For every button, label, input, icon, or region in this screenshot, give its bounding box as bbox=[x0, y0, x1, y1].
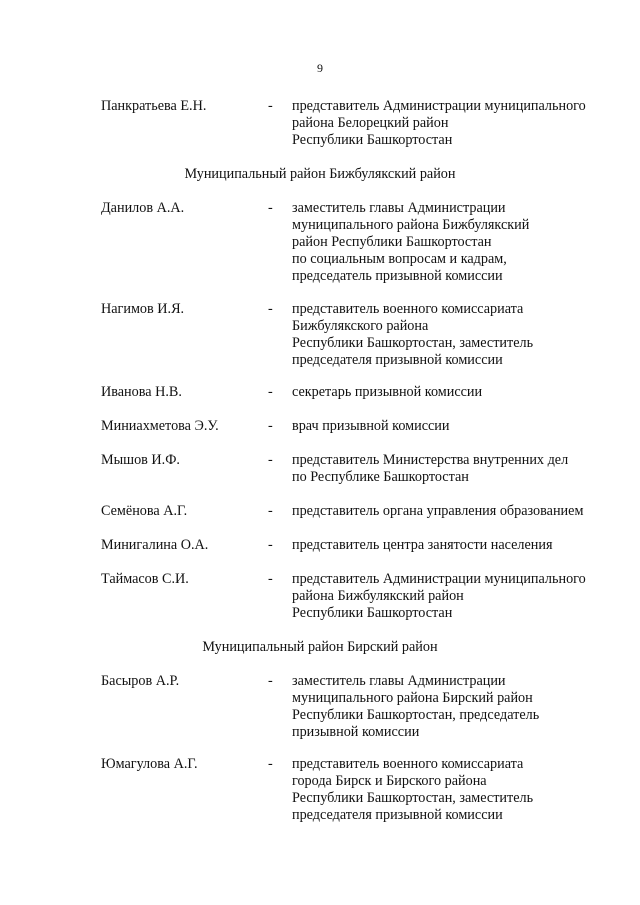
role-line: представитель органа управления образованием bbox=[292, 503, 584, 519]
dash-separator: - bbox=[268, 503, 273, 519]
role-line: района Бижбулякский район bbox=[292, 588, 464, 604]
role-line: представитель Министерства внутренних дел bbox=[292, 452, 569, 468]
dash-separator: - bbox=[268, 756, 273, 772]
role-line: председатель призывной комиссии bbox=[292, 268, 503, 284]
role-line: Республики Башкортостан bbox=[292, 605, 453, 621]
role-line: заместитель главы Администрации bbox=[292, 200, 506, 216]
member-role bbox=[292, 537, 553, 554]
section-heading: Муниципальный район Бирский район bbox=[202, 639, 438, 655]
role-line: Республики Башкортостан, заместитель bbox=[292, 790, 534, 806]
role-line: призывной комиссии bbox=[292, 724, 420, 740]
role-line: секретарь призывной комиссии bbox=[292, 384, 483, 400]
member-role bbox=[292, 384, 482, 401]
member-name: Таймасов С.И. bbox=[101, 571, 189, 587]
role-line: по социальным вопросам и кадрам, bbox=[292, 251, 507, 267]
role-line: район Республики Башкортостан bbox=[292, 234, 492, 250]
section-heading: Муниципальный район Бижбулякский район bbox=[184, 166, 456, 182]
member-name: Данилов А.А. bbox=[101, 200, 185, 216]
member-name: Мышов И.Ф. bbox=[101, 452, 180, 468]
member-role bbox=[292, 571, 586, 622]
dash-separator: - bbox=[268, 301, 273, 317]
member-role bbox=[292, 98, 586, 149]
member-name: Минигалина О.А. bbox=[101, 537, 209, 553]
role-line: Республики Башкортостан bbox=[292, 132, 453, 148]
role-line: Республики Башкортостан, заместитель bbox=[292, 335, 534, 351]
role-line: представитель Администрации муниципального bbox=[292, 571, 586, 587]
member-role bbox=[292, 418, 450, 435]
member-role bbox=[292, 756, 533, 824]
role-line: муниципального района Бижбулякский bbox=[292, 217, 530, 233]
role-line: представитель военного комиссариата bbox=[292, 301, 524, 317]
role-line: представитель военного комиссариата bbox=[292, 756, 524, 772]
role-line: врач призывной комиссии bbox=[292, 418, 450, 434]
member-name: Миниахметова Э.У. bbox=[101, 418, 219, 434]
member-name: Юмагулова А.Г. bbox=[101, 756, 198, 772]
role-line: Республики Башкортостан, председатель bbox=[292, 707, 540, 723]
role-line: представитель Администрации муниципального bbox=[292, 98, 586, 114]
role-line: Бижбулякского района bbox=[292, 318, 429, 334]
role-line: председателя призывной комиссии bbox=[292, 807, 503, 823]
page-number: 9 bbox=[317, 61, 323, 75]
member-name: Иванова Н.В. bbox=[101, 384, 182, 400]
dash-separator: - bbox=[268, 418, 273, 434]
member-name: Нагимов И.Я. bbox=[101, 301, 185, 317]
member-role bbox=[292, 673, 539, 741]
role-line: района Белорецкий район bbox=[292, 115, 449, 131]
dash-separator: - bbox=[268, 200, 273, 216]
dash-separator: - bbox=[268, 98, 273, 114]
role-line: города Бирск и Бирского района bbox=[292, 773, 487, 789]
role-line: представитель центра занятости населения bbox=[292, 537, 553, 553]
member-role bbox=[292, 200, 529, 285]
dash-separator: - bbox=[268, 673, 273, 689]
dash-separator: - bbox=[268, 452, 273, 468]
member-name: Семёнова А.Г. bbox=[101, 503, 188, 519]
member-role bbox=[292, 503, 583, 520]
dash-separator: - bbox=[268, 537, 273, 553]
role-line: муниципального района Бирский район bbox=[292, 690, 533, 706]
role-line: председателя призывной комиссии bbox=[292, 352, 503, 368]
role-line: заместитель главы Администрации bbox=[292, 673, 506, 689]
member-name: Панкратьева Е.Н. bbox=[101, 98, 207, 114]
role-line: по Республике Башкортостан bbox=[292, 469, 469, 485]
dash-separator: - bbox=[268, 571, 273, 587]
member-role bbox=[292, 452, 568, 486]
member-role bbox=[292, 301, 533, 369]
member-name: Басыров А.Р. bbox=[101, 673, 180, 689]
dash-separator: - bbox=[268, 384, 273, 400]
